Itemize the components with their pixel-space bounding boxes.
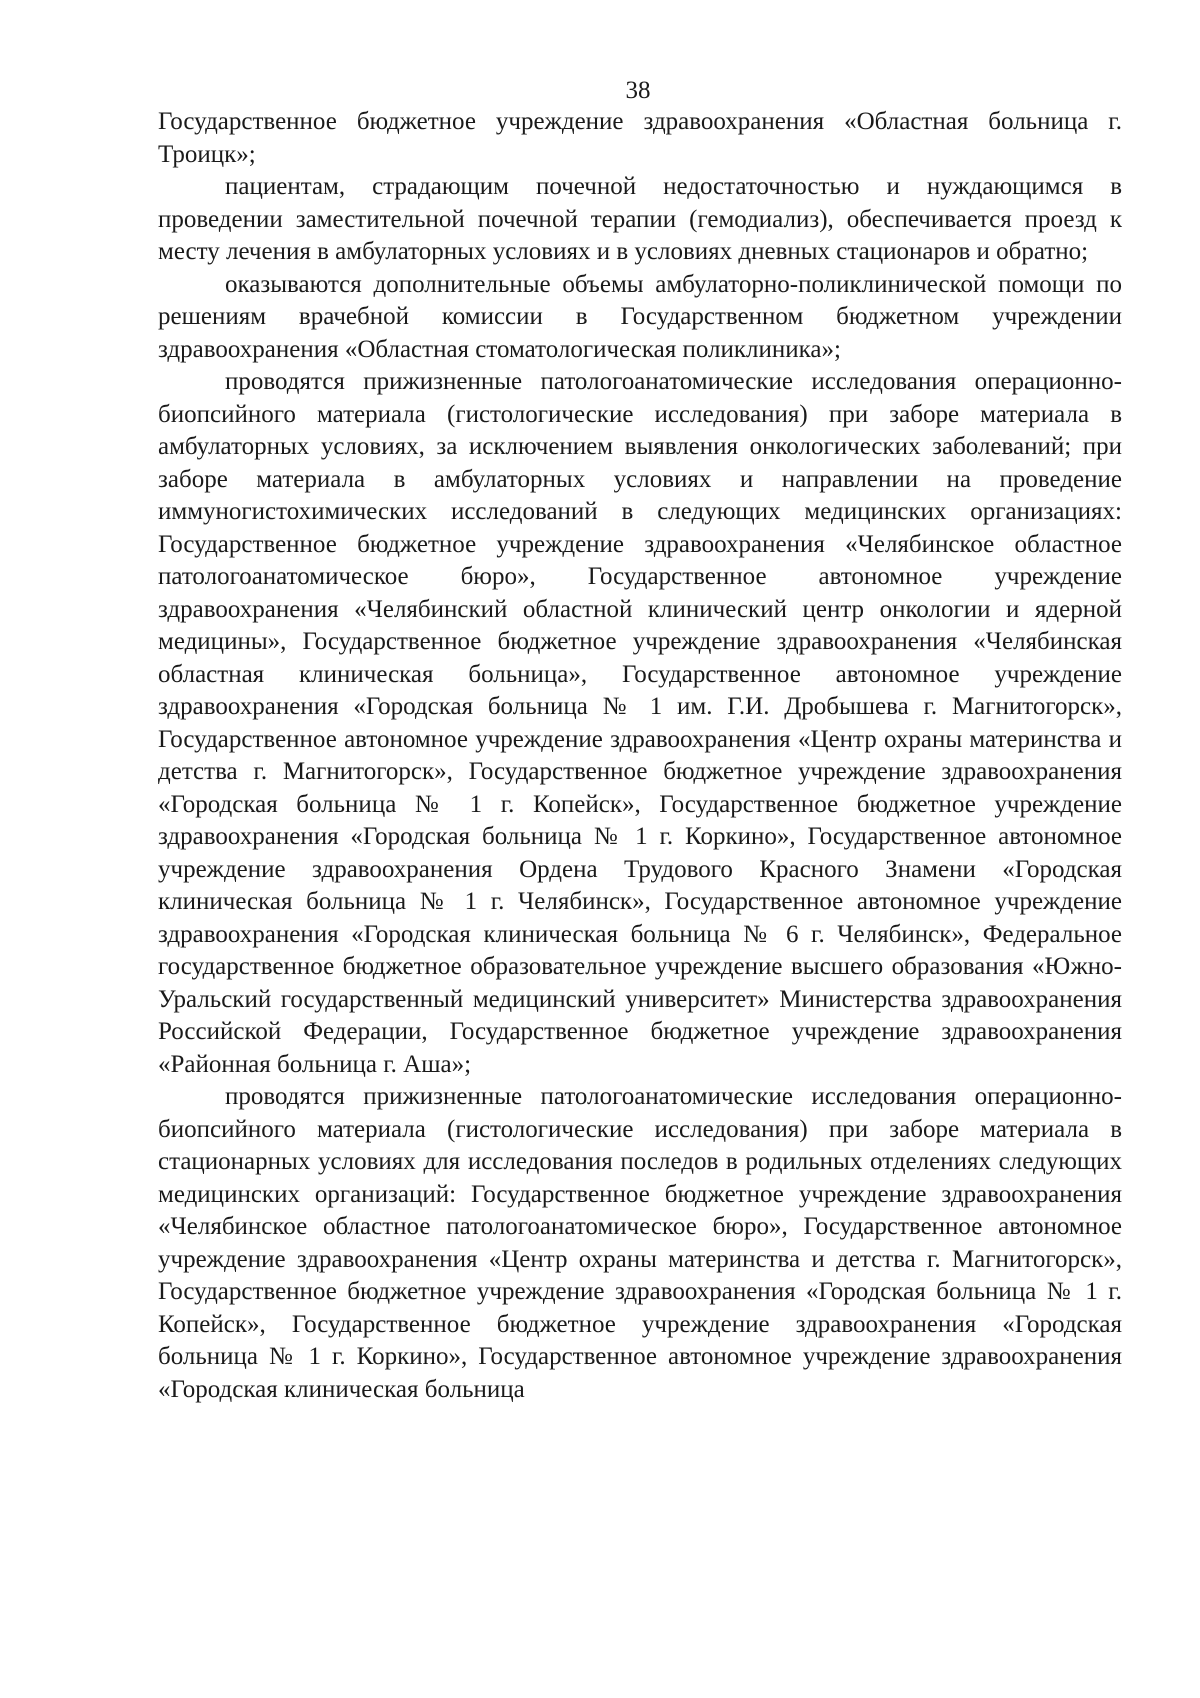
paragraph-dialysis-transport: пациентам, страдающим почечной недостаточностью и нуждающимся в проведении заместительной почечной терапии (гемодиализ), обеспечивается проезд к месту лечения в амбулаторных условиях и в условиях дневных стационаров и обратно; (158, 173, 1122, 265)
page-number: 38 (625, 77, 651, 104)
document-body (158, 106, 1122, 1406)
paragraph-hospital-troitsk: Государственное бюджетное учреждение здравоохранения «Областная больница г. Троицк»; (158, 108, 1122, 168)
paragraph-ambulatory-pathology: проводятся прижизненные патологоанатомические исследования операционно-биопсийного материала (гистологические исследования) при заборе материала в амбулаторных условиях, за исключением выявления онкологических заболеваний; при заборе материала в амбулаторных условиях и направлении на проведение иммуногистохимических исследований в следующих медицинских организациях: Государственное бюджетное учреждение здравоохранения «Челябинское областное патологоанатомическое бюро», Государственное автономное учреждение здравоохранения «Челябинский областной клинический центр онкологии и ядерной медицины», Государственное бюджетное учреждение здравоохранения «Челябинская областная клиническая больница», Государственное автономное учреждение здравоохранения «Городская больница № 1 им. Г.И. Дробышева г. Магнитогорск», Государственное автономное учреждение здравоохранения «Центр охраны материнства и детства г. Магнитогорск», Государственное бюджетное учреждение здравоохранения «Городская больница № 1 г. Копейск», Государственное бюджетное учреждение здравоохранения «Городская больница № 1 г. Коркино», Государственное автономное учреждение здравоохранения Ордена Трудового Красного Знамени «Городская клиническая больница № 1 г. Челябинск», Государственное автономное учреждение здравоохранения «Городская клиническая больница № 6 г. Челябинск», Федеральное государственное бюджетное образовательное учреждение высшего образования «Южно-Уральский государственный медицинский университет» Министерства здравоохранения Российской Федерации, Государственное бюджетное учреждение здравоохранения «Районная больница г. Аша»; (158, 368, 1122, 1078)
paragraph-inpatient-pathology: проводятся прижизненные патологоанатомические исследования операционно-биопсийного материала (гистологические исследования) при заборе материала в стационарных условиях для исследования последов в родильных отделениях следующих медицинских организаций: Государственное бюджетное учреждение здравоохранения «Челябинское областное патологоанатомическое бюро», Государственное автономное учреждение здравоохранения «Центр охраны материнства и детства г. Магнитогорск», Государственное бюджетное учреждение здравоохранения «Городская больница № 1 г. Копейск», Государственное бюджетное учреждение здравоохранения «Городская больница № 1 г. Коркино», Государственное автономное учреждение здравоохранения «Городская клиническая больница (158, 1083, 1122, 1403)
paragraph-dental-clinic: оказываются дополнительные объемы амбулаторно-поликлинической помощи по решениям врачебной комиссии в Государственном бюджетном учреждении здравоохранения «Областная стоматологическая поликлиника»; (158, 270, 1122, 363)
